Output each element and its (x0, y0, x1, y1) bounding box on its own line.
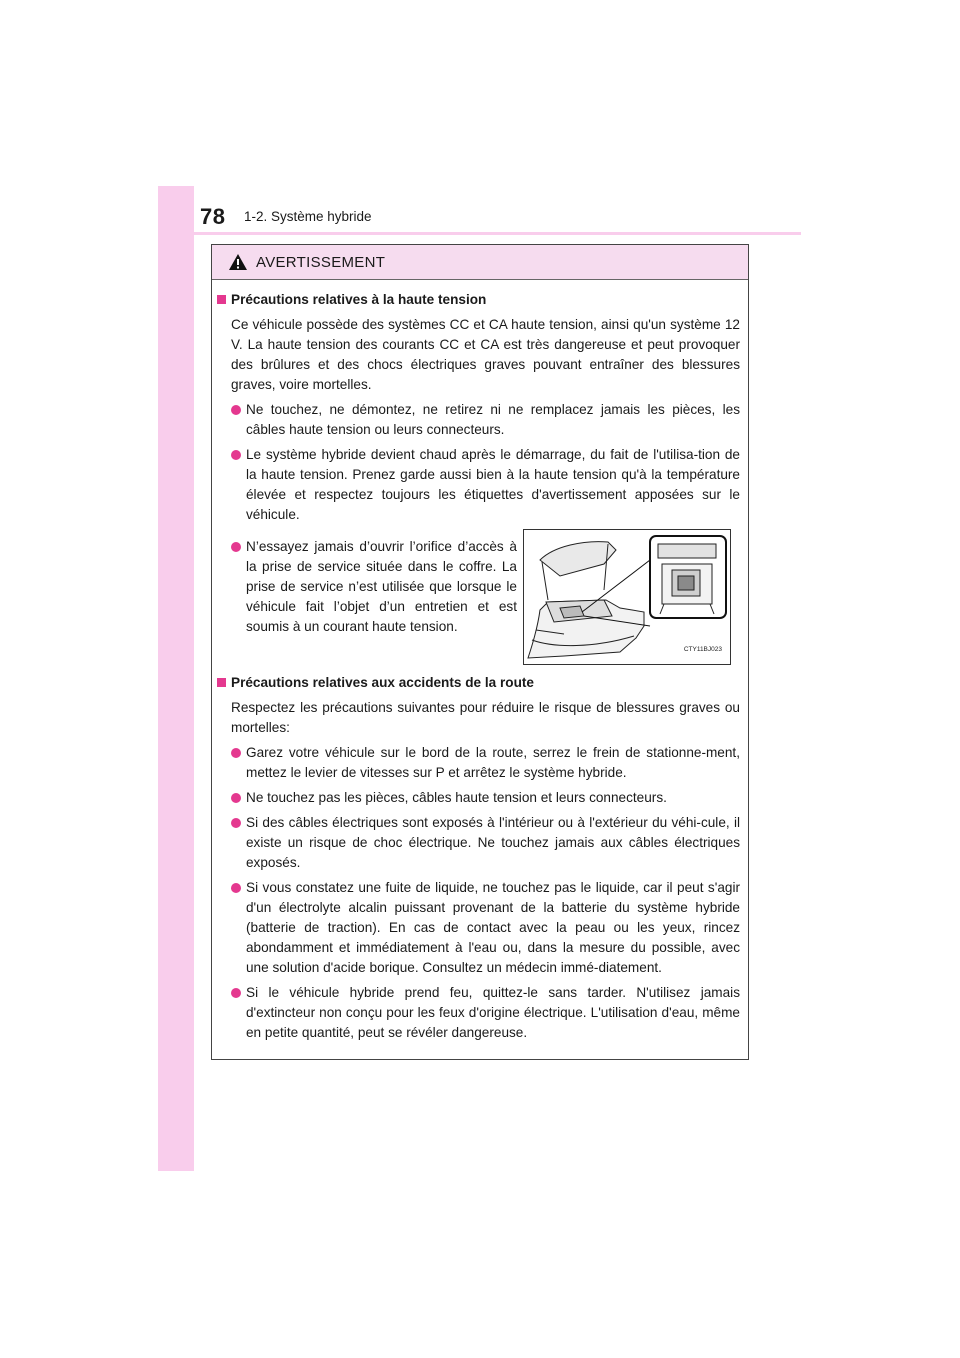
list-item (231, 400, 740, 440)
warning-triangle-icon (228, 253, 248, 271)
list-item (231, 788, 740, 808)
warning-title: AVERTISSEMENT (256, 253, 386, 271)
warning-box (211, 244, 749, 1060)
trunk-service-plug-illustration (523, 529, 731, 665)
round-bullet-icon (231, 793, 241, 803)
round-bullet-icon (231, 818, 241, 828)
heading-text: Précautions relatives à la haute tension (231, 292, 487, 307)
list-item-text: N’essayez jamais d’ouvrir l’orifice d’accès à la prise de service située dans le coffre. La prise de service n’est utilisée que lorsque le véhicule fait l’objet d’un entretien et est soumis à un courant haute tension. (246, 539, 517, 634)
intro-paragraph: Respectez les précautions suivantes pour réduire le risque de blessures graves ou mortelles: (231, 700, 740, 735)
square-bullet-icon (217, 678, 226, 687)
list-item (231, 537, 517, 637)
header-rule (194, 232, 801, 235)
intro-paragraph: Ce véhicule possède des systèmes CC et CA haute tension, ainsi qu'un système 12 V. La haute tension des courants CC et CA est très dangereuse et peut provoquer des brûlures et des chocs électriques graves pouvant entraîner des blessures graves, voire mortelles. (231, 317, 740, 392)
list-item (231, 743, 740, 783)
list-item-text: Si le véhicule hybride prend feu, quittez-le sans tarder. N'utilisez jamais d'extincteur non conçu pour les feux d'origine électrique. L'utilisation d'eau, même en petite quantité, peut se révéler dangereuse. (246, 985, 740, 1040)
list-item (231, 813, 740, 873)
list-item-text: Si vous constatez une fuite de liquide, ne touchez pas le liquide, car il peut s'agir d'un électrolyte alcalin puissant provenant de la batterie du système hybride (batterie de traction). En cas de contact avec la peau ou les yeux, rincez abondamment et immédiatement à l'eau ou, dans la mesure du possible, avec une solution d'acide borique. Consultez un médecin immé-diatement. (246, 880, 740, 975)
list-item (231, 445, 740, 525)
page-number: 78 (200, 204, 226, 229)
section-heading-high-voltage (217, 290, 740, 310)
list-item-text: Si des câbles électriques sont exposés à l'intérieur ou à l'extérieur du véhi-cule, il existe un risque de choc électrique. Ne touchez jamais aux câbles électriques exposés. (246, 815, 740, 870)
round-bullet-icon (231, 542, 241, 552)
square-bullet-icon (217, 295, 226, 304)
list-item-text: Garez votre véhicule sur le bord de la route, serrez le frein de stationne-ment, mettez le levier de vitesses sur P et arrêtez le système hybride. (246, 745, 740, 780)
side-color-strip (158, 186, 194, 1171)
list-item-text: Ne touchez pas les pièces, câbles haute tension et leurs connecteurs. (246, 790, 667, 805)
list-item-text: Le système hybride devient chaud après le démarrage, du fait de l'utilisa-tion de la haute tension. Prenez garde aussi bien à la haute tension qu'à la température élevée et respectez toujours les étiquettes d'avertissement apposées sur le véhicule. (246, 447, 740, 522)
warning-header (212, 245, 748, 280)
heading-text: Précautions relatives aux accidents de la route (231, 675, 534, 690)
list-item (231, 878, 740, 978)
figure-code: CTY11BJ023 (683, 646, 722, 653)
round-bullet-icon (231, 883, 241, 893)
warning-content (212, 280, 748, 1059)
section-heading-road-accidents (217, 673, 740, 693)
list-item-text: Ne touchez, ne démontez, ne retirez ni ne remplacez jamais les pièces, les câbles haute tension ou leurs connecteurs. (246, 402, 740, 437)
section-title: 1-2. Système hybride (244, 209, 372, 224)
round-bullet-icon (231, 748, 241, 758)
list-item (231, 983, 740, 1043)
round-bullet-icon (231, 405, 241, 415)
bullet-with-figure (217, 529, 740, 665)
round-bullet-icon (231, 450, 241, 460)
round-bullet-icon (231, 988, 241, 998)
